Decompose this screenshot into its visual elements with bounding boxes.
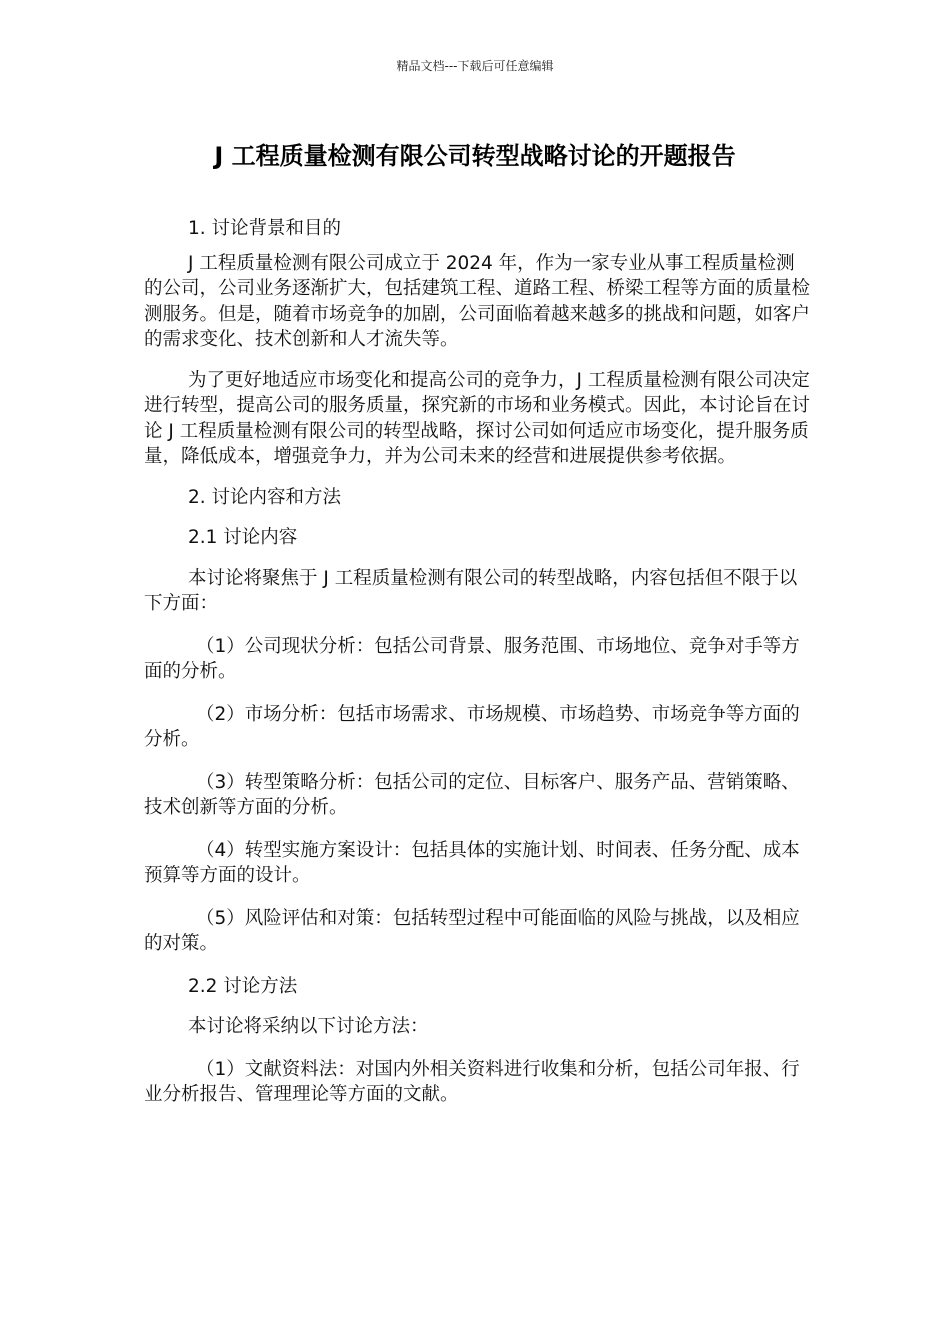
section-2-1-intro: 本讨论将聚焦于 J 工程质量检测有限公司的转型战略，内容包括但不限于以下方面： xyxy=(144,567,798,614)
content-item-2: （2）市场分析：包括市场需求、市场规模、市场趋势、市场竞争等方面的分析。 xyxy=(144,703,800,750)
section-1-paragraph-2: 为了更好地适应市场变化和提高公司的竞争力，J 工程质量检测有限公司决定进行转型，提高公司的服务质量，探究新的市场和业务模式。因此，本讨论旨在讨论 J 工程质量检测有限公司的转型战略，探讨公司如何适应市场变化，提升服务质量，降低成本，增强竞争力，并为公司未来的经营和进展提供参考依据。 xyxy=(144,369,811,467)
section-2-heading: 2. 讨论内容和方法 xyxy=(188,486,342,508)
content-item-1: （1）公司现状分析：包括公司背景、服务范围、市场地位、竞争对手等方面的分析。 xyxy=(144,635,800,682)
content-item-4: （4）转型实施方案设计：包括具体的实施计划、时间表、任务分配、成本预算等方面的设计。 xyxy=(144,839,800,886)
section-1-paragraph-1: J 工程质量检测有限公司成立于 2024 年，作为一家专业从事工程质量检测的公司，公司业务逐渐扩大，包括建筑工程、道路工程、桥梁工程等方面的质量检测服务。但是，随着市场竞争的加剧，公司面临着越来越多的挑战和问题，如客户的需求变化、技术创新和人才流失等。 xyxy=(144,252,811,350)
section-1-heading: 1. 讨论背景和目的 xyxy=(188,218,342,239)
document-title: J 工程质量检测有限公司转型战略讨论的开题报告 xyxy=(214,142,736,170)
method-item-1: （1）文献资料法：对国内外相关资料进行收集和分析，包括公司年报、行业分析报告、管理理论等方面的文献。 xyxy=(144,1058,800,1105)
content-item-3: （3）转型策略分析：包括公司的定位、目标客户、服务产品、营销策略、技术创新等方面的分析。 xyxy=(144,771,800,818)
document-body xyxy=(144,216,810,1117)
content-item-5: （5）风险评估和对策：包括转型过程中可能面临的风险与挑战，以及相应的对策。 xyxy=(144,907,800,954)
section-2-1-heading: 2.1 讨论内容 xyxy=(188,527,298,548)
section-2-2-intro: 本讨论将采纳以下讨论方法： xyxy=(188,1016,429,1037)
section-2-2-heading: 2.2 讨论方法 xyxy=(188,975,298,997)
page-header: 精品文档---下载后可任意编辑 xyxy=(396,59,554,73)
